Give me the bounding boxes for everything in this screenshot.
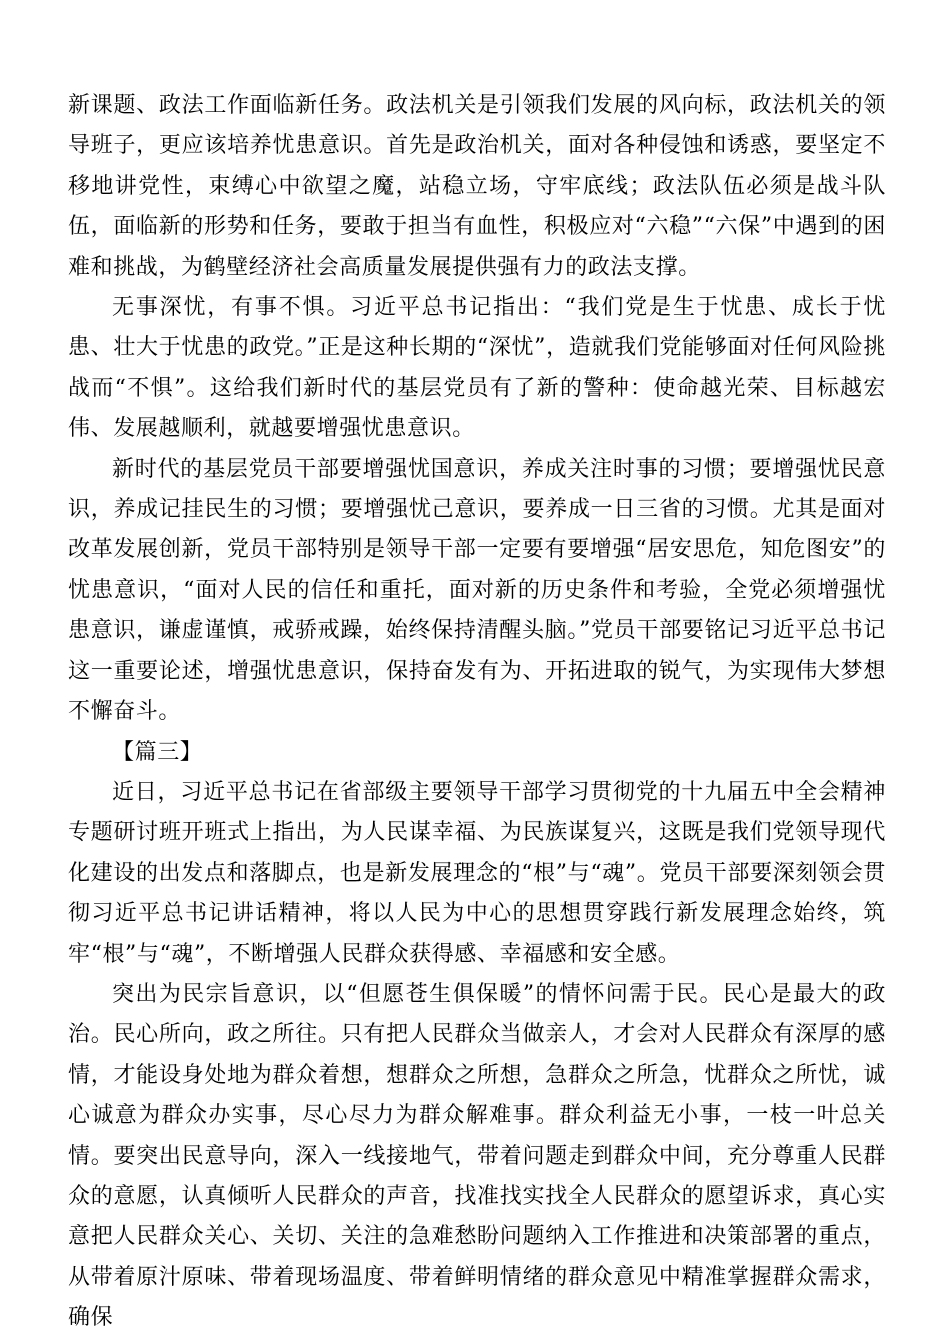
paragraph-people-first: 突出为民宗旨意识，以“但愿苍生俱保暖”的情怀问需于民。民心是最大的政治。民心所向，政之所往。只有把人民群众当做亲人，才会对人民群众有深厚的感情，才能设身处地为群众着想，想群众之所想，急群众之所急，忧群众之所忧，诚心诚意为群众办实事，尽心尽力为群众解难事。群众利益无小事，一枝一叶总关情。要突出民意导向，深入一线接地气，带着问题走到群众中间，充分尊重人民群众的意愿，认真倾听人民群众的声音，找准找实找全人民群众的愿望诉求，真心实意把人民群众关心、关切、关注的急难愁盼问题纳入工作推进和决策部署的重点，从带着原汁原味、带着现场温度、带着鲜明情绪的群众意见中精准掌握群众需求，确保 (68, 981, 886, 1331)
paragraph-no-fear: 无事深忧，有事不惧。习近平总书记指出：“我们党是生于忧患、成长于忧患、壮大于忧患的政党。”正是这种长期的“深忧”，造就我们党能够面对任何风险挑战而“不惧”。这给我们新时代的基层党员有了新的警种：使命越光荣、目标越宏伟、发展越顺利，就越要增强忧患意识。 (68, 295, 886, 442)
paragraph-new-era-members: 新时代的基层党员干部要增强忧国意识，养成关注时事的习惯；要增强忧民意识，养成记挂民生的习惯；要增强忧己意识，要养成一日三省的习惯。尤其是面对改革发展创新，党员干部特别是领导干部一定要有要增强“居安思危，知危图安”的忧患意识，“面对人民的信任和重托，面对新的历史条件和考验，全党必须增强忧患意识，谦虚谨慎，戒骄戒躁，始终保持清醒头脑。”党员干部要铭记习近平总书记这一重要论述，增强忧患意识，保持奋发有为、开拓进取的锐气，为实现伟大梦想不懈奋斗。 (68, 456, 886, 725)
paragraph-recently: 近日，习近平总书记在省部级主要领导干部学习贯彻党的十九届五中全会精神专题研讨班开班式上指出，为人民谋幸福、为民族谋复兴，这既是我们党领导现代化建设的出发点和落脚点，也是新发展理念的“根”与“魂”。党员干部要深刻领会贯彻习近平总书记讲话精神，将以人民为中心的思想贯穿践行新发展理念始终，筑牢“根”与“魂”，不断增强人民群众获得感、幸福感和安全感。 (68, 779, 886, 967)
section-heading: 【篇三】 (112, 739, 203, 765)
paragraph-continuation: 新课题、政法工作面临新任务。政法机关是引领我们发展的风向标，政法机关的领导班子，更应该培养忧患意识。首先是政治机关，面对各种侵蚀和诱惑，要坚定不移地讲党性，束缚心中欲望之魔，站稳立场，守牢底线；政法队伍必须是战斗队伍，面临新的形势和任务，要敢于担当有血性，积极应对“六稳”“六保”中遇到的困难和挑战，为鹤壁经济社会高质量发展提供强有力的政法支撑。 (68, 93, 886, 280)
document-page (68, 86, 886, 1339)
